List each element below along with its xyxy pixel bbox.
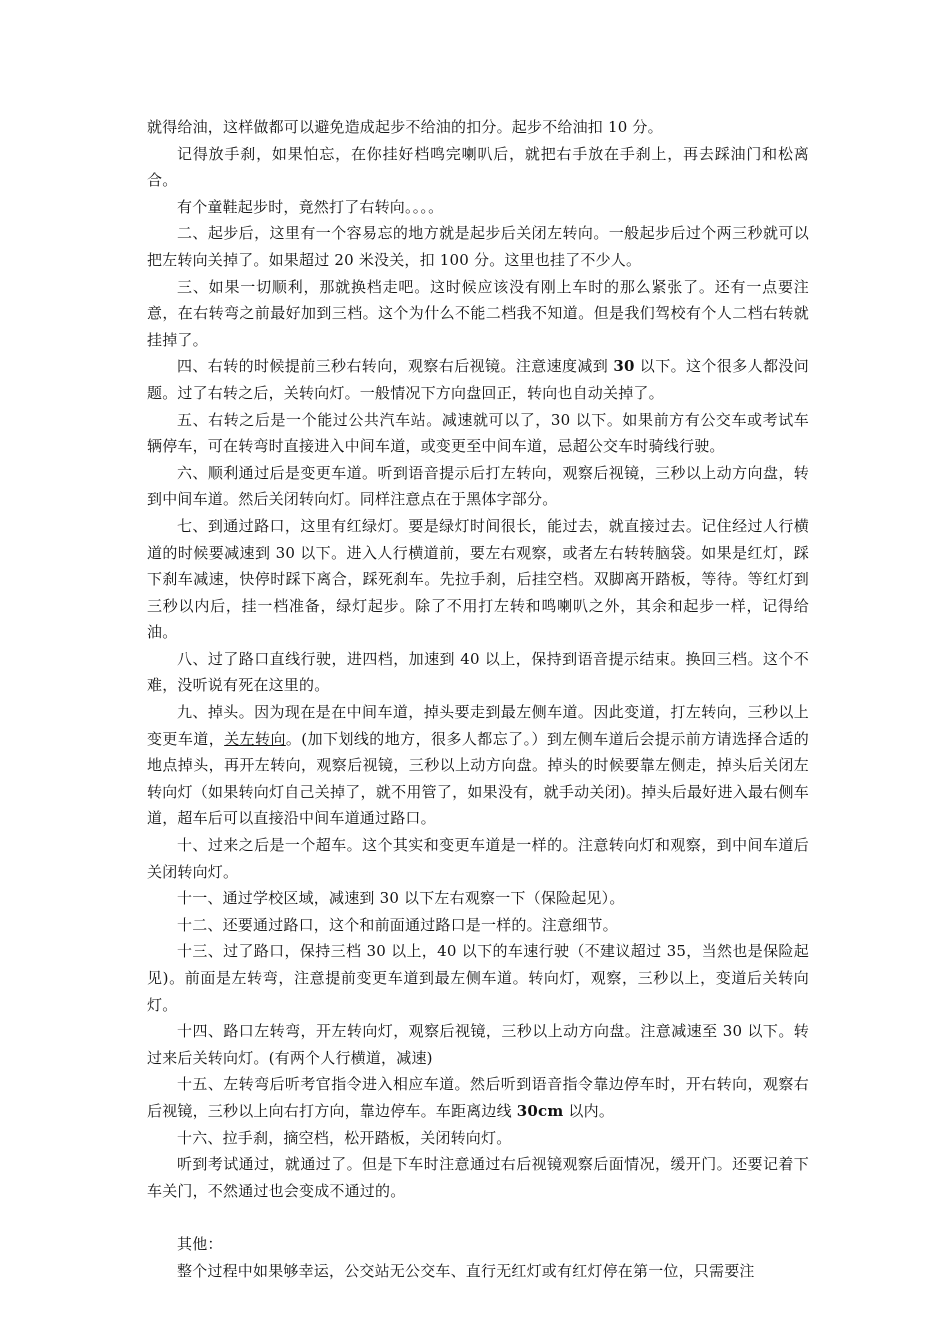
paragraph-step-16: 十六、拉手刹，摘空档，松开踏板，关闭转向灯。 [177, 1128, 512, 1147]
paragraph-anecdote: 有个童鞋起步时，竟然打了右转向。。。。 [177, 197, 444, 216]
other-paragraph: 整个过程中如果够幸运，公交站无公交车、直行无红灯或有红灯停在第一位，只需要注 [177, 1261, 755, 1280]
paragraph-step-12: 十二、还要通过路口，这个和前面通过路口是一样的。注意细节。 [177, 915, 618, 934]
step-15-text-a: 十五、左转弯后听考官指令进入相应车道。然后听到语音指令靠边停车时，开右转向，观察右后视镜，三秒以上向右打方向，靠边停车。车距离边线 [147, 1075, 809, 1120]
step-4-text-b: 以下。这个很多人都没问题。过了右转之后，关转向灯。一般情况下方向盘回正，转向也自动关掉了。 [147, 357, 810, 402]
other-heading: 其他： [177, 1234, 223, 1253]
paragraph-step-4 [147, 353, 809, 406]
paragraph-passed: 听到考试通过，就通过了。但是下车时注意通过右后视镜观察后面情况，缓开门。还要记着下车关门，不然通过也会变成不通过的。 [147, 1155, 809, 1200]
paragraph-step-14: 十四、路口左转弯，开左转向灯，观察后视镜，三秒以上动方向盘。注意减速至 30 以下。转过来后关转向灯。(有两个人行横道，减速) [147, 1022, 809, 1067]
step-15-distance-bold: 30cm [516, 1101, 564, 1120]
step-9-text-a: 九、掉头。因为现在是在中间车道，掉头要走到最左侧车道。因此变道，打左转向，三秒以上变更车道， [147, 703, 809, 748]
paragraph-step-3: 三、如果一切顺利，那就换档走吧。这时候应该没有刚上车时的那么紧张了。还有一点要注意，在右转弯之前最好加到三档。这个为什么不能二档我不知道。但是我们驾校有个人二档右转就挂掉了。 [147, 277, 809, 349]
step-15-text-b: 以内。 [563, 1101, 615, 1120]
step-4-speed-bold: 30 [613, 357, 635, 376]
blank-line [147, 1204, 809, 1231]
paragraph-step-15 [147, 1071, 809, 1124]
paragraph-step-8: 八、过了路口直线行驶，进四档，加速到 40 以上，保持到语音提示结束。换回三档。这个不难，没听说有死在这里的。 [147, 649, 809, 695]
document-body [147, 114, 809, 1284]
paragraph-step-9 [147, 699, 809, 832]
step-4-text-a: 四、右转的时候提前三秒右转向，观察右后视镜。注意速度减到 [177, 357, 614, 376]
step-9-text-b: 。(加下划线的地方，很多人都忘了。）到左侧车道后会提示前方请选择合适的地点掉头，再开左转向，观察后视镜，三秒以上动方向盘。掉头的时候要靠左侧走，掉头后关闭左转向灯（如果转向灯自己关掉了，就不用管了，如果没有，就手动关闭)。掉头后最好进入最右侧车道，超车后可以直接沿中间车道通过路口。 [147, 729, 809, 828]
paragraph-step-7: 七、到通过路口，这里有红绿灯。要是绿灯时间很长，能过去，就直接过去。记住经过人行横道的时候要减速到 30 以下。进入人行横道前，要左右观察，或者左右转转脑袋。如果是红灯，踩下刹车减速，快停时踩下离合，踩死刹车。先拉手刹，后挂空档。双脚离开踏板，等待。等红灯到三秒以内后，挂一档准备，绿灯起步。除了不用打左转和鸣喇叭之外，其余和起步一样，记得给油。 [147, 516, 809, 642]
paragraph-step-2: 二、起步后，这里有一个容易忘的地方就是起步后关闭左转向。一般起步后过个两三秒就可以把左转向关掉了。如果超过 20 米没关，扣 100 分。这里也挂了不少人。 [147, 224, 809, 269]
paragraph-step-10: 十、过来之后是一个超车。这个其实和变更车道是一样的。注意转向灯和观察，到中间车道后关闭转向灯。 [147, 836, 809, 881]
paragraph-step-5: 五、右转之后是一个能过公共汽车站。减速就可以了，30 以下。如果前方有公交车或考试车辆停车，可在转弯时直接进入中间车道，或变更至中间车道，忌超公交车时骑线行驶。 [147, 410, 809, 456]
step-9-underlined: 关左转向 [224, 729, 286, 748]
paragraph-step-13: 十三、过了路口，保持三档 30 以上，40 以下的车速行驶（不建议超过 35，当然也是保险起见)。前面是左转弯，注意提前变更车道到最左侧车道。转向灯，观察，三秒以上，变道后关转向灯。 [147, 942, 809, 1014]
paragraph-step-11: 十一、通过学校区域，减速到 30 以下左右观察一下（保险起见）。 [177, 889, 625, 908]
paragraph-intro: 就得给油，这样做都可以避免造成起步不给油的扣分。起步不给油扣 10 分。 [147, 118, 663, 136]
paragraph-step-6: 六、顺利通过后是变更车道。听到语音提示后打左转向，观察后视镜，三秒以上动方向盘，转到中间车道。然后关闭转向灯。同样注意点在于黑体字部分。 [147, 463, 809, 509]
paragraph-handbrake: 记得放手刹，如果怕忘，在你挂好档鸣完喇叭后，就把右手放在手刹上，再去踩油门和松离合。 [147, 144, 809, 190]
